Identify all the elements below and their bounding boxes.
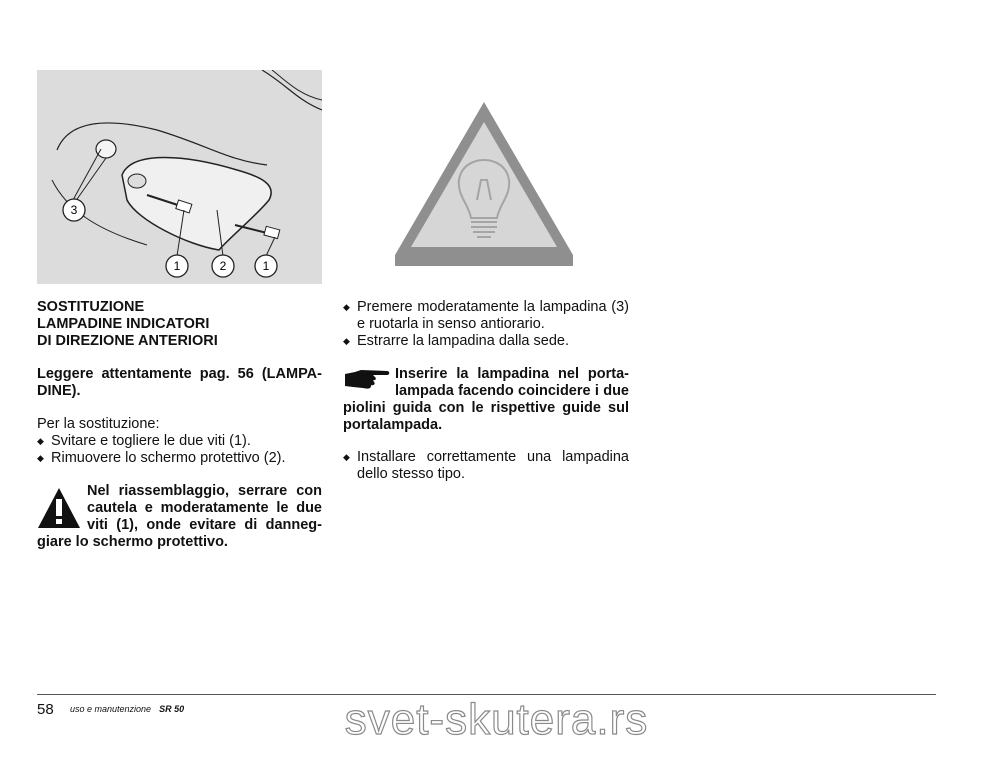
list-item: ◆ Premere moderatamente la lampadina (3) e ruotarla in senso antiorario. (343, 299, 629, 333)
model-name: SR 50 (159, 704, 185, 714)
caution-text: Nel riassemblaggio, serrare con cautela e moderatamente le due viti (1), onde evitare di danneg-giare lo schermo protettivo. (37, 483, 322, 550)
callout-2: 2 (219, 259, 227, 273)
watermark: svet-skutera.rs (344, 695, 649, 744)
title-line: SOSTITUZIONE (37, 299, 145, 315)
title-line: LAMPADINE INDICATORI (37, 316, 210, 332)
caution-note (37, 483, 322, 551)
read-reference: Leggere attentamente pag. 56 (LAMPA-DINE). (37, 366, 322, 399)
callout-1-left: 1 (173, 259, 181, 273)
indicator-diagram (37, 70, 322, 284)
warning-triangle-icon (393, 100, 575, 268)
manual-title: uso e manutenzione (70, 704, 152, 714)
note-text: Inserire la lampadina nel porta-lampada facendo coincidere i due piolini guida con le rispettive guide sul portalampada. (343, 366, 629, 433)
title-line: DI DIREZIONE ANTERIORI (37, 333, 218, 349)
instructions-a (37, 416, 327, 467)
indicator-illustration (37, 70, 322, 284)
note-block (343, 366, 629, 434)
list-item: ◆ Estrarre la lampadina dalla sede. (343, 333, 629, 350)
callout-1-right: 1 (262, 259, 270, 273)
section-title (37, 299, 327, 350)
list-item: ◆ Rimuovere lo schermo protettivo (2). (37, 450, 327, 467)
page-number: 58 (37, 701, 54, 718)
callout-3: 3 (70, 203, 78, 217)
list-item: ◆ Installare correttamente una lampadina dello stesso tipo. (343, 449, 629, 483)
intro-text: Per la sostituzione: (37, 416, 160, 432)
list-item: ◆ Svitare e togliere le due viti (1). (37, 433, 327, 450)
instructions-c (343, 449, 629, 483)
instructions-b (343, 299, 629, 350)
